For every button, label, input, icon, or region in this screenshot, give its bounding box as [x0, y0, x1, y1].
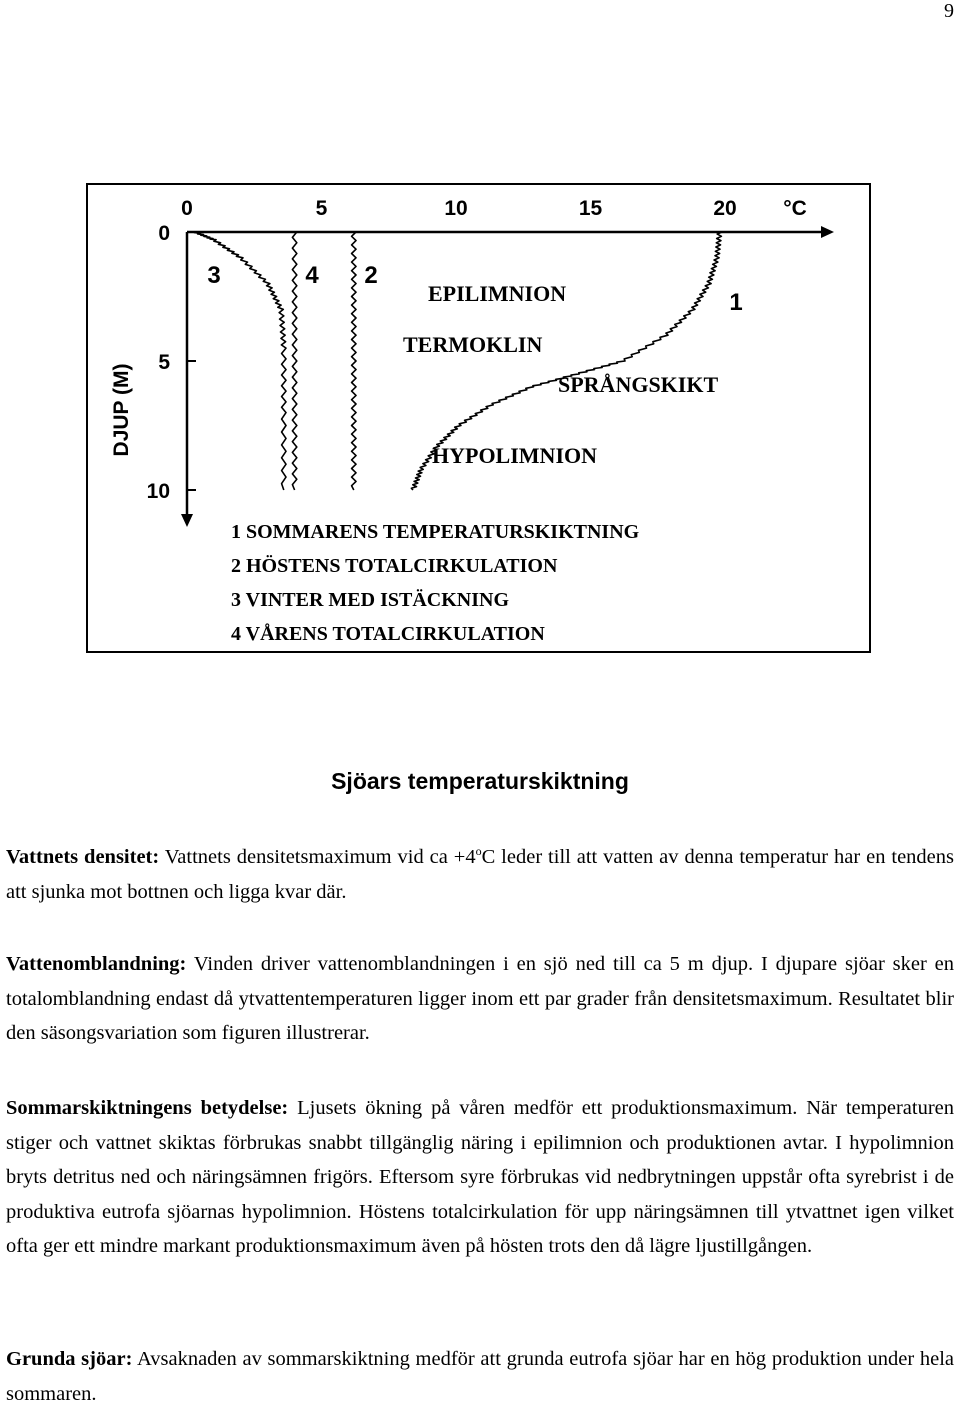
y-tick-label: 0 — [158, 222, 170, 245]
paragraph-text: Avsaknaden av sommarskiktning medför att grunda eutrofa sjöar har en hög produktion under hela sommaren. — [6, 1348, 954, 1405]
paragraph-text: Vattnets densitetsmaximum vid ca +4 — [159, 846, 476, 868]
paragraph-mixing — [6, 947, 954, 1051]
zone-annotation: TERMOKLIN — [403, 332, 543, 357]
x-tick-label: 20 — [713, 197, 737, 220]
y-tick-label: 5 — [158, 351, 170, 374]
legend-entry: 2 HÖSTENS TOTALCIRKULATION — [231, 555, 558, 577]
paragraph-label: Grunda sjöar: — [6, 1348, 133, 1370]
series-label-1: 1 — [729, 289, 743, 316]
x-tick-label: 5 — [315, 197, 328, 220]
paragraph-density — [6, 840, 954, 909]
temperature-depth-chart — [88, 185, 869, 651]
legend-entry: 3 VINTER MED ISTÄCKNING — [231, 589, 510, 611]
paragraph-label: Vattnets densitet: — [6, 846, 160, 868]
y-tick-label: 10 — [146, 480, 170, 503]
paragraph-text: C leder till att vatten av denna temperatur har en tendens att sjunka mot bottnen och ligga kvar där. — [6, 846, 955, 903]
zone-annotation: HYPOLIMNION — [432, 443, 597, 468]
legend-entry: 1 SOMMARENS TEMPERATURSKIKTNING — [231, 521, 640, 543]
series-label-3: 3 — [207, 262, 221, 289]
series-label-2: 2 — [364, 262, 378, 289]
y-axis-arrow — [181, 514, 193, 527]
series-label-4: 4 — [305, 262, 319, 289]
section-title: Sjöars temperaturskiktning — [331, 768, 629, 794]
series-line-2 — [352, 232, 356, 490]
paragraph-summer-stratification — [6, 1091, 954, 1264]
paragraph-label: Sommarskiktningens betydelse: — [6, 1097, 289, 1119]
x-tick-label: 10 — [444, 197, 468, 220]
x-tick-label: 0 — [181, 197, 193, 220]
figure-frame — [86, 183, 871, 653]
x-axis-arrow — [821, 226, 834, 238]
legend-entry: 4 VÅRENS TOTALCIRKULATION — [231, 623, 545, 645]
y-axis-label: DJUP (M) — [110, 363, 133, 457]
page-number: 9 — [944, 0, 954, 22]
x-tick-label: 15 — [578, 197, 603, 220]
paragraph-text: Vinden driver vattenomblandningen i en sjö ned till ca 5 m djup. I djupare sjöar sker en totalomblandning endast då ytvattentemperaturen ligger inom ett par grader från densitetsmaximum. Resultatet blir den säsongsvariation som figuren illustrerar. — [6, 953, 954, 1044]
paragraph-text: Ljusets ökning på våren medför ett produktionsmaximum. När temperaturen stiger och vattnet skiktas förbrukas snabbt tillgänglig näring i epilimnion och produktionen avtar. I hypolimnion bryts detritus ned och näringsämnen frigörs. Eftersom syre förbrukas vid nedbrytningen uppstår ofta syrebrist i de produktiva eutrofa sjöarnas hypolimnion. Höstens totalcirkulation för upp näringsämnen till ytvattnet igen vilket ofta ger ett mindre markant produktionsmaximum även på hösten trots den då lägre ljustillgången. — [6, 1097, 955, 1257]
series-line-4 — [292, 232, 296, 490]
paragraph-shallow-lakes — [6, 1342, 954, 1411]
zone-annotation: EPILIMNION — [428, 281, 567, 306]
paragraph-label: Vattenomblandning: — [6, 953, 187, 975]
degree-superscript: o — [475, 844, 482, 859]
zone-annotation: SPRÅNGSKIKT — [558, 372, 719, 397]
x-axis-label: °C — [783, 197, 807, 220]
